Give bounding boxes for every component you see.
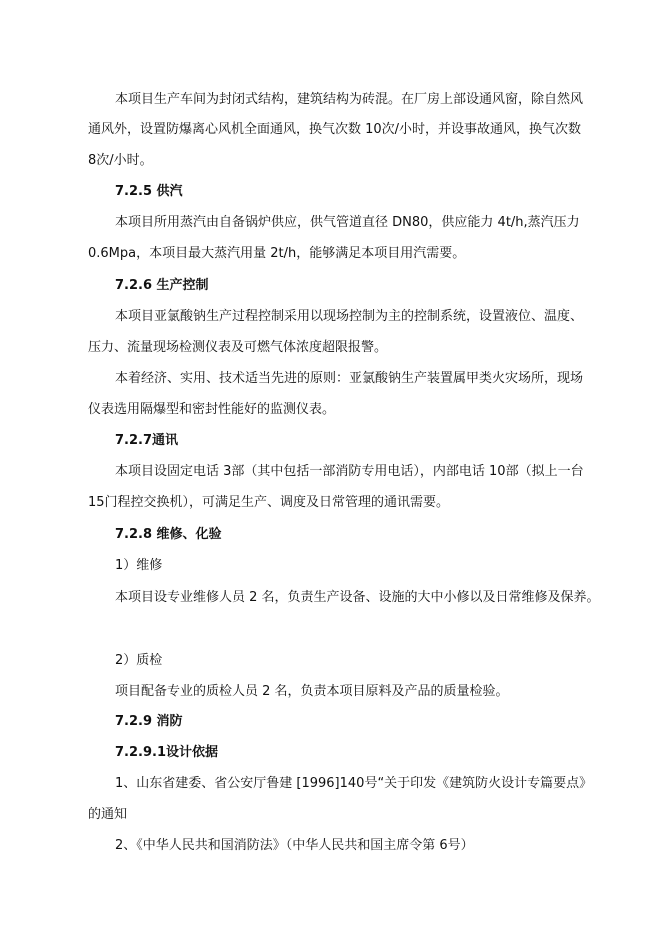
paragraph-line: 本项目设专业维修人员 2 名，负责生产设备、设施的大中小修以及日常维修及保养。 xyxy=(115,590,600,605)
section-heading-7-2-6: 7.2.6 生产控制 xyxy=(115,278,209,293)
paragraph-line: 2、《中华人民共和国消防法》（中华人民共和国主席令第 6号） xyxy=(115,838,474,853)
paragraph-line: 仪表选用隔爆型和密封性能好的监测仪表。 xyxy=(88,402,336,417)
paragraph-line: 本项目亚氯酸钠生产过程控制采用以现场控制为主的控制系统，设置液位、温度、 xyxy=(115,309,584,324)
paragraph-line: 压力、流量现场检测仪表及可燃气体浓度超限报警。 xyxy=(88,340,388,355)
paragraph-line: 通风外，设置防爆离心风机全面通风，换气次数 10次/小时，并设事故通风，换气次数 xyxy=(88,122,582,137)
paragraph-line: 本着经济、实用、技术适当先进的原则：亚氯酸钠生产装置属甲类火灾场所，现场 xyxy=(115,371,584,386)
paragraph-line: 项目配备专业的质检人员 2 名，负责本项目原料及产品的质量检验。 xyxy=(115,684,509,699)
section-heading-7-2-8: 7.2.8 维修、化验 xyxy=(115,527,222,542)
paragraph-line: 本项目生产车间为封闭式结构，建筑结构为砖混。在厂房上部设通风窗，除自然风 xyxy=(115,92,584,107)
subheading-quality-inspection: 2）质检 xyxy=(115,653,163,668)
section-heading-7-2-5: 7.2.5 供汽 xyxy=(115,184,183,199)
paragraph-line: 15门程控交换机），可满足生产、调度及日常管理的通讯需要。 xyxy=(88,495,450,510)
paragraph-line: 本项目设固定电话 3部（其中包括一部消防专用电话），内部电话 10部（拟上一台 xyxy=(115,464,584,479)
paragraph-line: 的通知 xyxy=(88,807,128,822)
paragraph-line: 1、山东省建委、省公安厅鲁建 [1996]140号“关于印发《建筑防火设计专篇要点》 xyxy=(115,776,593,791)
paragraph-line: 8次/小时。 xyxy=(88,153,153,168)
paragraph-line: 0.6Mpa，本项目最大蒸汽用量 2t/h，能够满足本项目用汽需要。 xyxy=(88,246,466,261)
subheading-maintenance: 1）维修 xyxy=(115,558,163,573)
section-heading-7-2-9: 7.2.9 消防 xyxy=(115,714,183,729)
paragraph-line: 本项目所用蒸汽由自备锅炉供应，供气管道直径 DN80，供应能力 4t/h,蒸汽压力 xyxy=(115,215,580,230)
section-heading-7-2-7: 7.2.7通讯 xyxy=(115,433,179,448)
section-heading-7-2-9-1: 7.2.9.1设计依据 xyxy=(115,745,218,760)
